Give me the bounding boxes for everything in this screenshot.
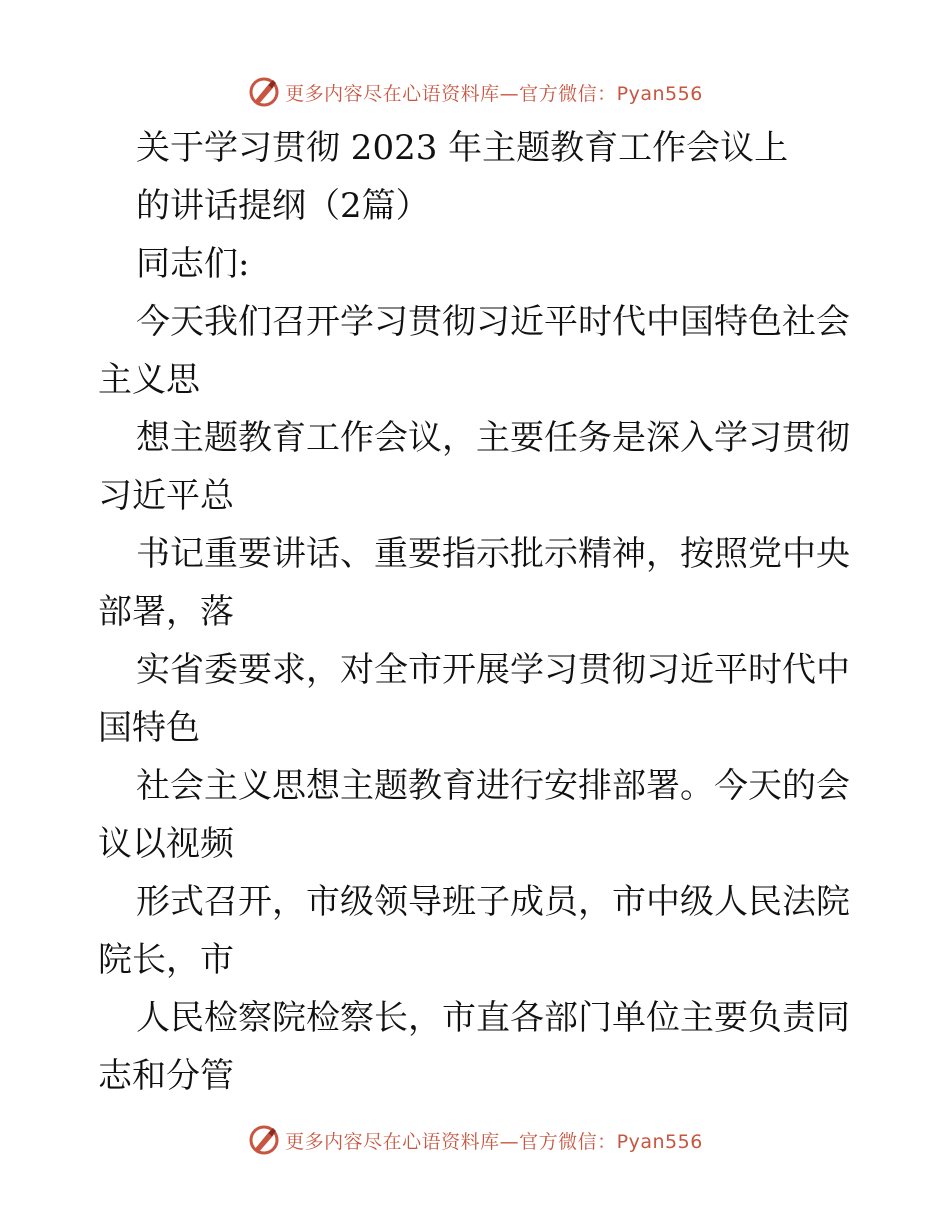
salutation: 同志们: [136,244,250,284]
title-line-2: 的讲话提纲（2篇） [136,186,430,226]
paragraph-line: 习近平总 [98,476,234,516]
paragraph-line: 人民检察院检察长，市直各部门单位主要负责同 [136,998,850,1038]
pen-logo-icon [247,75,281,109]
header-banner-text: 更多内容尽在心语资料库—官方微信：Pyan556 [285,82,703,105]
pen-logo-icon [247,1123,281,1157]
paragraph-line: 社会主义思想主题教育进行安排部署。今天的会 [136,766,850,806]
paragraph-line: 国特色 [98,708,200,748]
paragraph-line: 主义思 [98,360,200,400]
paragraph-line: 书记重要讲话、重要指示批示精神，按照党中央 [136,534,850,574]
paragraph-line: 今天我们召开学习贯彻习近平时代中国特色社会 [136,302,850,342]
footer-watermark-banner [0,1120,950,1160]
paragraph-line: 想主题教育工作会议，主要任务是深入学习贯彻 [136,418,850,458]
paragraph-line: 议以视频 [98,824,234,864]
header-watermark-banner [0,72,950,112]
footer-banner-text: 更多内容尽在心语资料库—官方微信：Pyan556 [285,1130,703,1153]
title-line-1: 关于学习贯彻 2023 年主题教育工作会议上 [136,128,789,168]
paragraph-line: 志和分管 [98,1056,234,1096]
paragraph-line: 形式召开，市级领导班子成员，市中级人民法院 [136,882,850,922]
paragraph-line: 部署，落 [98,592,234,632]
paragraph-line: 实省委要求，对全市开展学习贯彻习近平时代中 [136,650,850,690]
paragraph-line: 院长，市 [98,940,234,980]
